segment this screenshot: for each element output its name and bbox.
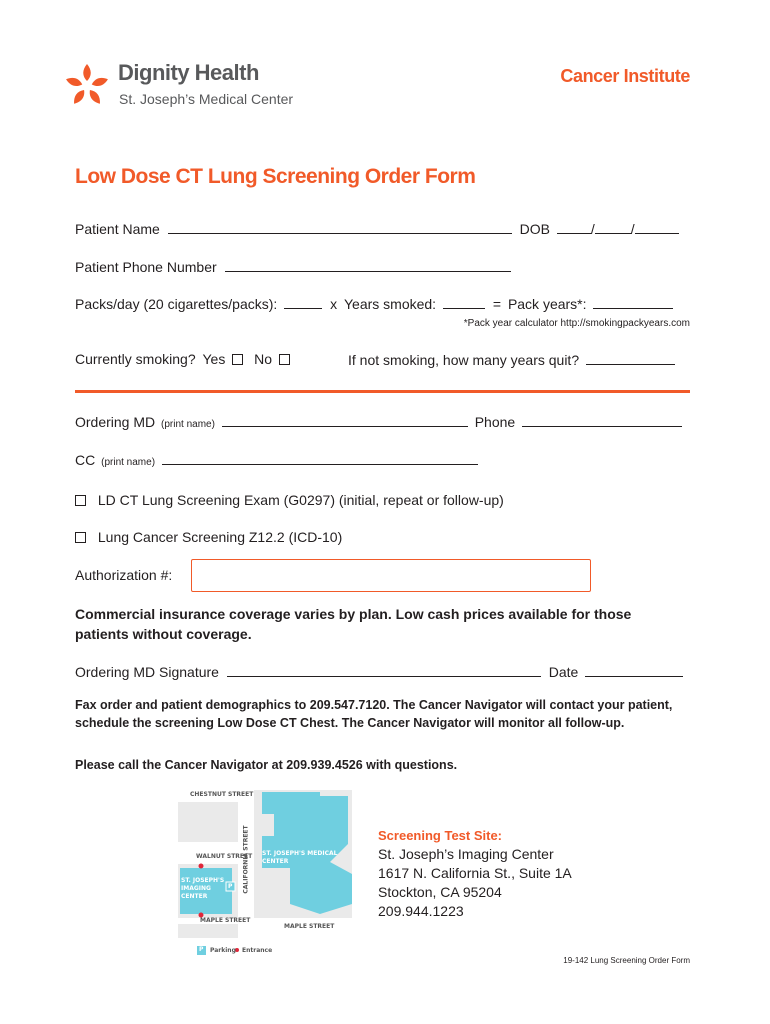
legend-parking-marker-icon: P xyxy=(199,946,204,953)
form-id: 19-142 Lung Screening Order Form xyxy=(563,956,690,965)
date-label: Date xyxy=(548,664,579,680)
patient-phone-field[interactable] xyxy=(225,258,511,272)
no-checkbox[interactable] xyxy=(279,354,290,365)
years-quit-field[interactable] xyxy=(586,351,675,365)
insurance-note: Commercial insurance coverage varies by plan. Low cash prices available for those patients without coverage. xyxy=(75,606,632,642)
ordering-md-field[interactable] xyxy=(222,413,468,427)
md-phone-label: Phone xyxy=(474,414,516,430)
cc-print-name-note: (print name) xyxy=(101,457,156,468)
california-street-label: CALIFORNIA STREET xyxy=(242,825,250,894)
chestnut-street-label: CHESTNUT STREET xyxy=(190,791,254,798)
site-heading: Screening Test Site: xyxy=(378,828,503,843)
exam-option-1-label: LD CT Lung Screening Exam (G0297) (initial, repeat or follow-up) xyxy=(97,492,504,508)
parking-marker-icon: P xyxy=(228,883,233,890)
maple-street-bottom-label: MAPLE STREET xyxy=(284,923,335,930)
site-phone: 209.944.1223 xyxy=(378,903,464,919)
dob-year-field[interactable] xyxy=(635,220,679,234)
signature-field[interactable] xyxy=(227,663,541,677)
patient-name-field[interactable] xyxy=(168,220,512,234)
legend-parking-label: Parking xyxy=(210,947,236,954)
md-phone-field[interactable] xyxy=(522,413,682,427)
dob-day-field[interactable] xyxy=(595,220,631,234)
date-field[interactable] xyxy=(585,663,683,677)
maple-street-left-label: MAPLE STREET xyxy=(200,917,251,924)
fax-note: Fax order and patient demographics to 209.547.7120. The Cancer Navigator will contact your patient, schedule the screening Low Dose CT Chest. The Cancer Navigator will monitor all follow-up. xyxy=(75,698,673,730)
packs-per-day-field[interactable] xyxy=(284,295,322,309)
signature-label: Ordering MD Signature xyxy=(75,664,219,680)
years-quit-label: If not smoking, how many years quit? xyxy=(348,352,580,368)
years-smoked-field[interactable] xyxy=(443,295,485,309)
exam-option-2-checkbox[interactable] xyxy=(75,532,86,543)
brand-name: Dignity Health xyxy=(118,60,259,85)
pack-years-label: Pack years*: xyxy=(507,296,587,312)
map-graphic xyxy=(170,784,354,960)
exam-option-2-label: Lung Cancer Screening Z12.2 (ICD-10) xyxy=(97,529,343,545)
yes-label: Yes xyxy=(202,351,226,367)
times-sign: x xyxy=(330,296,338,312)
ordering-md-label: Ordering MD xyxy=(75,414,156,430)
equals-sign: = xyxy=(492,296,502,312)
call-note: Please call the Cancer Navigator at 209.939.4526 with questions. xyxy=(75,758,458,772)
years-smoked-label: Years smoked: xyxy=(343,296,437,312)
print-name-note: (print name) xyxy=(161,419,215,430)
form-title: Low Dose CT Lung Screening Order Form xyxy=(75,165,476,188)
star-logo-icon xyxy=(62,60,112,110)
dignity-health-logo xyxy=(62,60,112,115)
calculator-note: *Pack year calculator http://smokingpackyears.com xyxy=(463,318,690,329)
currently-smoking-label: Currently smoking? xyxy=(75,351,196,367)
site-address-line1: 1617 N. California St., Suite 1A xyxy=(378,865,572,881)
dob-month-field[interactable] xyxy=(557,220,591,234)
yes-checkbox[interactable] xyxy=(232,354,243,365)
packs-label: Packs/day (20 cigarettes/packs): xyxy=(75,296,278,312)
walnut-street-label: WALNUT STREET xyxy=(196,853,253,860)
dob-label: DOB xyxy=(519,221,550,237)
authorization-input[interactable] xyxy=(191,559,591,592)
imaging-center-label: ST. JOSEPH'S IMAGING CENTER xyxy=(181,877,225,900)
medical-center-label: ST. JOSEPH'S MEDICAL CENTER xyxy=(262,850,338,865)
brand-subtitle: St. Joseph’s Medical Center xyxy=(119,91,294,107)
section-divider xyxy=(75,390,690,393)
cc-field[interactable] xyxy=(162,451,478,465)
exam-option-1-checkbox[interactable] xyxy=(75,495,86,506)
location-map xyxy=(170,784,354,960)
site-address-line2: Stockton, CA 95204 xyxy=(378,884,502,900)
legend-entrance-label: Entrance xyxy=(242,947,273,954)
no-label: No xyxy=(254,351,273,367)
patient-phone-label: Patient Phone Number xyxy=(75,259,217,275)
cc-label: CC xyxy=(75,452,96,468)
pack-years-field[interactable] xyxy=(593,295,673,309)
authorization-label: Authorization #: xyxy=(75,567,173,583)
institute-name: Cancer Institute xyxy=(560,66,690,86)
site-name: St. Joseph’s Imaging Center xyxy=(378,846,554,862)
patient-name-label: Patient Name xyxy=(75,221,160,237)
